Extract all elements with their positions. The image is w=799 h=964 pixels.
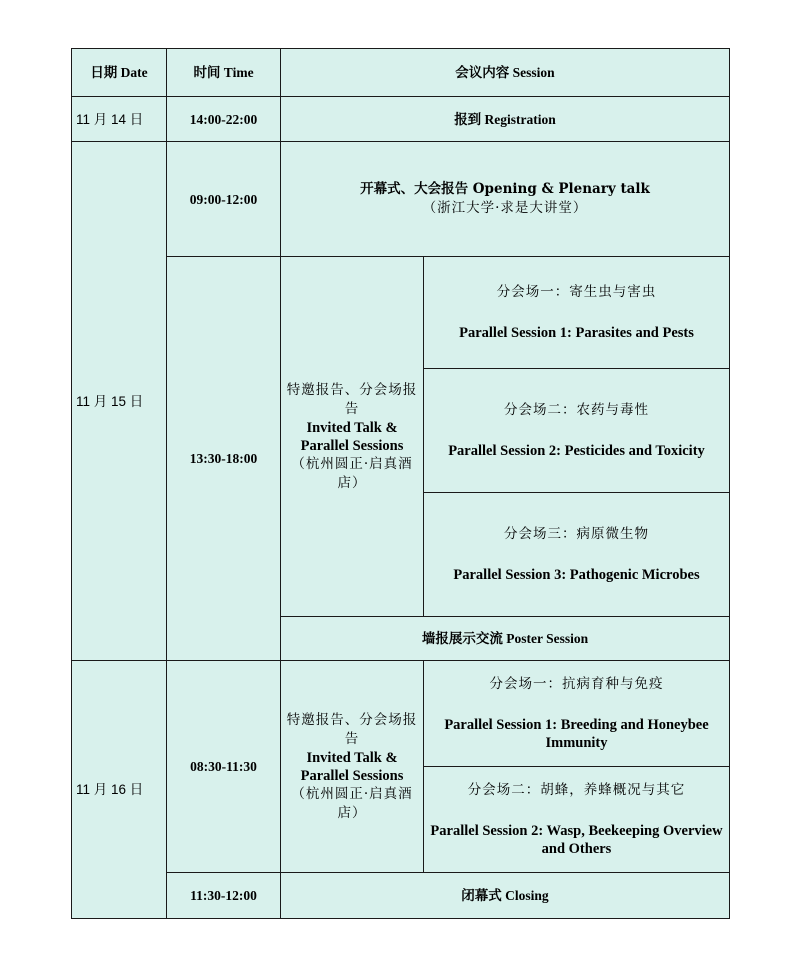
header-session: 会议内容 Session [281, 49, 730, 97]
table-row [72, 142, 730, 257]
invited-cn: 特邀报告、分会场报告 [286, 711, 418, 747]
day-date: 11 月 15 日 [72, 142, 167, 661]
slot-content: 报到 Registration [281, 97, 730, 142]
header-row [72, 49, 730, 97]
session-en: Parallel Session 2: Pesticides and Toxicity [448, 443, 705, 459]
opening-title: 开幕式、大会报告 Opening & Plenary talk [360, 181, 650, 197]
invited-en: Invited Talk & Parallel Sessions [300, 749, 404, 784]
day-date: 11 月 14 日 [72, 97, 167, 142]
table-row [72, 661, 730, 767]
slot-time: 14:00-22:00 [167, 97, 281, 142]
slot-content [281, 142, 730, 257]
invited-talk-cell [281, 661, 424, 873]
table-row [72, 257, 730, 369]
parallel-session [424, 257, 730, 369]
invited-en: Invited Talk & Parallel Sessions [300, 419, 404, 454]
poster-session: 墙报展示交流 Poster Session [281, 617, 730, 661]
invited-cn: 特邀报告、分会场报告 [286, 381, 418, 417]
session-en: Parallel Session 1: Breeding and Honeybee Immunity [444, 717, 709, 751]
header-time: 时间 Time [167, 49, 281, 97]
slot-time: 13:30-18:00 [167, 257, 281, 661]
session-cn: 分会场三：病原微生物 [504, 526, 649, 542]
table-row [72, 873, 730, 919]
invited-venue: （杭州圆正·启真酒店） [291, 785, 413, 821]
opening-venue: （浙江大学·求是大讲堂） [422, 200, 588, 216]
schedule-table [71, 48, 730, 919]
slot-content: 闭幕式 Closing [281, 873, 730, 919]
invited-venue: （杭州圆正·启真酒店） [291, 455, 413, 491]
slot-time: 11:30-12:00 [167, 873, 281, 919]
slot-time: 09:00-12:00 [167, 142, 281, 257]
session-cn: 分会场一：抗病育种与免疫 [489, 676, 664, 692]
parallel-session [424, 661, 730, 767]
parallel-session [424, 369, 730, 493]
parallel-session [424, 493, 730, 617]
session-cn: 分会场一：寄生虫与害虫 [496, 284, 657, 300]
session-en: Parallel Session 2: Wasp, Beekeeping Overview and Others [430, 823, 723, 857]
session-en: Parallel Session 1: Parasites and Pests [459, 325, 694, 341]
header-date: 日期 Date [72, 49, 167, 97]
session-cn: 分会场二：农药与毒性 [504, 402, 649, 418]
invited-talk-cell [281, 257, 424, 617]
session-cn: 分会场二：胡蜂，养蜂概况与其它 [467, 782, 686, 798]
session-en: Parallel Session 3: Pathogenic Microbes [453, 567, 700, 583]
table-row [72, 97, 730, 142]
slot-time: 08:30-11:30 [167, 661, 281, 873]
day-date: 11 月 16 日 [72, 661, 167, 919]
parallel-session [424, 767, 730, 873]
